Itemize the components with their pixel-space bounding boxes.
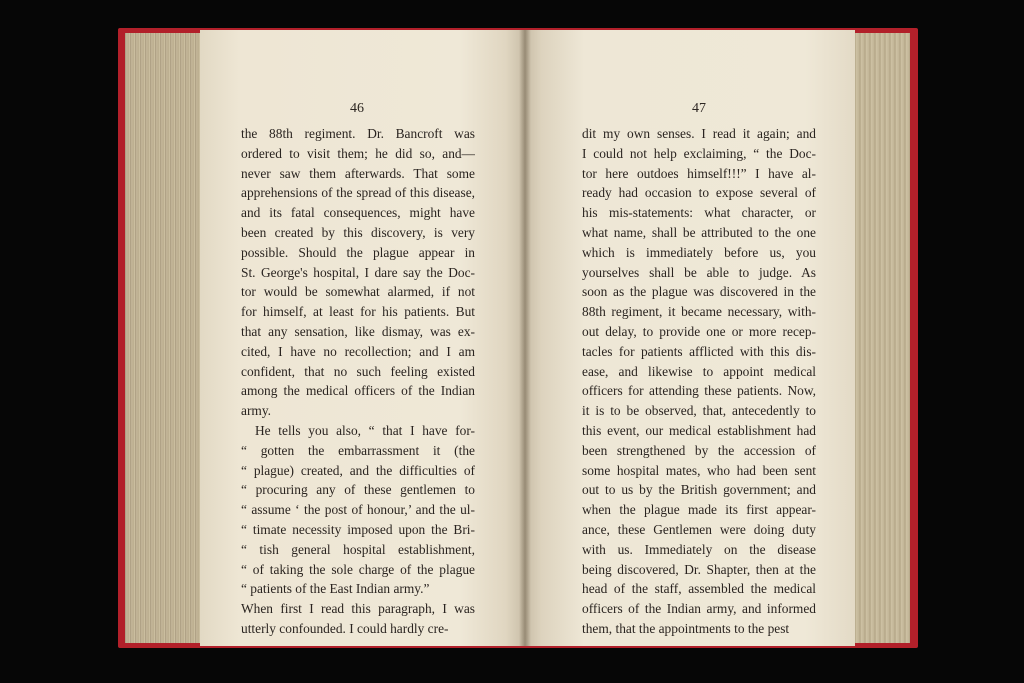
left-page-number: 46	[350, 101, 364, 116]
text-line: tor here outdoes himself!!!” I have al-	[582, 165, 816, 181]
page-edges-right	[848, 33, 910, 643]
book-gutter	[519, 30, 531, 646]
text-line: being discovered, Dr. Shapter, then at the	[582, 561, 816, 577]
left-page-text	[241, 124, 475, 639]
text-line: out delay, to provide one or more recep-	[582, 323, 816, 339]
text-line: this event, our medical establishment had	[582, 422, 816, 438]
text-line: army.	[241, 403, 271, 419]
text-line: been created by this discovery, is very	[241, 224, 475, 240]
text-line: out to us by the British government; and	[582, 482, 816, 498]
text-line: “ gotten the embarrassment it (the	[241, 442, 475, 458]
text-line: that any sensation, like dismay, was ex-	[241, 323, 475, 339]
text-line: what name, shall be attributed to the one	[582, 224, 816, 240]
text-line: “ of taking the sole charge of the plague	[241, 561, 475, 577]
text-line: ease, and likewise to appoint medical	[582, 363, 816, 379]
text-line: his mis-statements: what character, or	[582, 205, 816, 221]
text-line: which is immediately before us, you	[582, 244, 816, 260]
text-line: with us. Immediately on the disease	[582, 541, 816, 557]
text-line: them, that the appointments to the pest	[582, 620, 790, 636]
right-page-number: 47	[692, 101, 706, 116]
text-line: “ procuring any of these gentlemen to	[241, 482, 475, 498]
text-line: when the plague made its first appear-	[582, 502, 816, 518]
text-line: 88th regiment, it became necessary, with-	[582, 304, 816, 320]
text-line: for himself, at least for his patients. But	[241, 304, 475, 320]
text-line: cited, I have no recollection; and I am	[241, 343, 475, 359]
text-line: yourselves shall be able to judge. As	[582, 264, 816, 280]
text-line: St. George's hospital, I dare say the Doc-	[241, 264, 475, 280]
text-line: “ assume ‘ the post of honour,’ and the ul-	[241, 502, 475, 518]
page-edges-left	[125, 33, 209, 643]
text-line: soon as the plague was discovered in the	[582, 284, 816, 300]
text-line: “ patients of the East Indian army.”	[241, 581, 430, 597]
text-line: it is to be observed, that, antecedently to	[582, 403, 816, 419]
text-line: He tells you also, “ that I have for-	[255, 422, 475, 438]
text-line: apprehensions of the spread of this disease,	[241, 185, 475, 201]
text-line: utterly confounded. I could hardly cre-	[241, 620, 449, 636]
text-line: tacles for patients afflicted with this dis-	[582, 343, 816, 359]
text-line: “ tish general hospital establishment,	[241, 541, 475, 557]
text-line: never saw them afterwards. That some	[241, 165, 475, 181]
text-line: ready had occasion to expose several of	[582, 185, 816, 201]
text-line: tor would be somewhat alarmed, if not	[241, 284, 475, 300]
text-line: ordered to visit them; he did so, and—	[241, 145, 475, 161]
text-line: I could not help exclaiming, “ the Doc-	[582, 145, 816, 161]
text-line: been strengthened by the accession of	[582, 442, 816, 458]
text-line: officers of the Indian army, and informed	[582, 601, 816, 617]
text-line: confident, that no such feeling existed	[241, 363, 475, 379]
text-line: some hospital mates, who had been sent	[582, 462, 816, 478]
text-line: head of the staff, assembled the medical	[582, 581, 816, 597]
text-line: When first I read this paragraph, I was	[241, 601, 475, 617]
text-line: the 88th regiment. Dr. Bancroft was	[241, 126, 475, 141]
text-line: ance, these Gentlemen were doing duty	[582, 521, 816, 537]
text-line: and its fatal consequences, might have	[241, 205, 475, 221]
text-line: among the medical officers of the Indian	[241, 383, 475, 399]
right-page-text	[582, 124, 816, 639]
text-line: officers for attending these patients. Now,	[582, 383, 816, 399]
text-line: “ plague) created, and the difficulties of	[241, 462, 475, 478]
text-line: “ timate necessity imposed upon the Bri-	[241, 521, 475, 537]
text-line: dit my own senses. I read it again; and	[582, 126, 816, 141]
text-line: possible. Should the plague appear in	[241, 244, 475, 260]
